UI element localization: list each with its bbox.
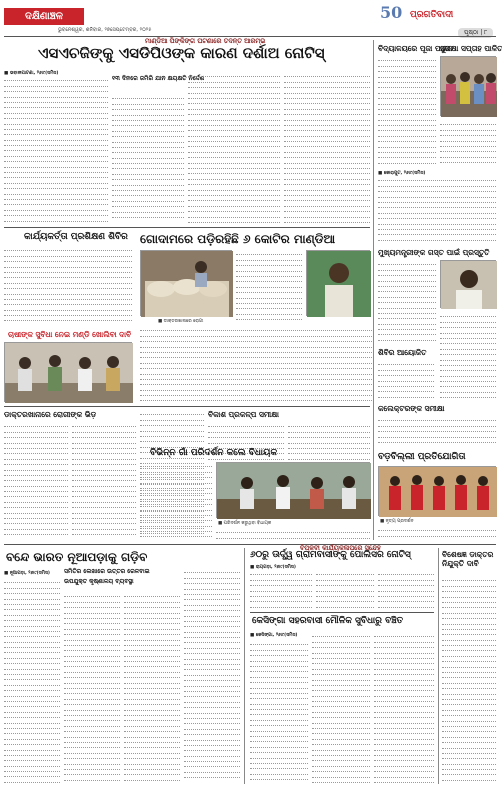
news-photo xyxy=(440,56,496,116)
byline: ■ କୋରାପୁଟ, ୨୬ା୯(ସମିସ) xyxy=(378,171,426,176)
text-column xyxy=(378,260,436,344)
headline: ୬୦ରୁ ଊର୍ଦ୍ଧ୍ୱ ଗ୍ରାମବାସୀଙ୍କୁ ପୋଲିସର ନୋଟିସ୍ xyxy=(250,550,411,560)
headline: ବନ୍ଦେ ଭାରତ ନୂଆପଡ଼ାକୁ ଗଡ଼ିବ xyxy=(6,550,148,564)
text-column xyxy=(378,570,434,608)
headline: ଡାକ୍ତରଖାନାରେ ରୋଗୀଙ୍କ ଭିଡ଼ xyxy=(4,410,97,419)
headline: ବିକାଶ ପ୍ରକଳ୍ପ ସମୀକ୍ଷା xyxy=(208,410,279,419)
text-column xyxy=(236,250,302,324)
kicker: ବିପ୍ଳବୀ କାର୍ଯ୍ୟକଳାପରେ ସନ୍ଦେହ xyxy=(300,544,381,552)
text-column xyxy=(250,570,312,608)
text-column xyxy=(216,528,370,540)
text-column xyxy=(378,56,436,168)
photo-caption: ■ ପରିଦର୍ଶନ କରୁଥିବା ବିଧାୟକ xyxy=(218,521,272,526)
text-column xyxy=(378,526,496,540)
headline: କେସିଙ୍ଗା ସହରବାସୀ ମୌଳିକ ସୁବିଧାରୁ ବଞ୍ଚିତ xyxy=(252,616,404,626)
byline: ■ ନୂଆପଡ଼ା, ୨୬ା୯(ସମିସ) xyxy=(4,571,50,576)
text-column xyxy=(188,72,280,224)
text-column xyxy=(312,632,370,784)
text-column xyxy=(378,360,434,400)
warehouse-photo-icon xyxy=(141,251,233,317)
headline: ଚାଷୀଙ୍କ ସୁବିଧା ନେଇ ମଣ୍ଡି ଖୋଲିବା ଦାବି xyxy=(8,330,132,339)
text-column xyxy=(316,570,374,608)
section-rule xyxy=(4,544,496,545)
dateline: ଭୁବନେଶ୍ୱର, ଶନିବାର, ୨୭ସେପ୍ଟେମ୍ବର, ୨୦୨୫ xyxy=(58,27,152,33)
byline: ■ ରାୟଗଡ଼ା, ୨୬ା୯(ସମିସ) xyxy=(250,565,296,570)
text-column xyxy=(64,592,120,784)
text-column xyxy=(378,416,496,446)
news-photo xyxy=(378,466,496,516)
people-photo-icon xyxy=(441,57,497,117)
section-rule xyxy=(250,612,434,613)
masthead xyxy=(0,0,500,38)
news-photo xyxy=(440,260,496,308)
headline: ସୁରକ୍ଷା ସପ୍ତାହ ପାଳିତ xyxy=(440,44,502,53)
headline: କଲେକ୍ଟରଙ୍କ ସମୀକ୍ଷା xyxy=(378,404,445,413)
sub-head: ସମିତିର ଲେଖାରେ ଉତ୍ତର ରେଳବାଇ xyxy=(64,568,150,575)
text-column xyxy=(124,592,180,784)
text-column xyxy=(442,576,496,784)
portrait-photo-icon xyxy=(441,261,497,309)
text-column xyxy=(440,120,496,168)
column-divider xyxy=(373,40,374,540)
field-visit-photo-icon xyxy=(217,463,371,519)
sub-head: ଉପଯୁକ୍ତ କୃଷ୍ଣାଳୟ ବ୍ୟବସ୍ଥା xyxy=(64,578,134,585)
headline: ବଡ଼ବିଲ୍ଲୀ ପ୍ରତିଯୋଗିତା xyxy=(378,452,466,462)
text-column xyxy=(378,176,496,242)
text-column xyxy=(440,312,496,400)
headline: ଗୋଦାମରେ ପଡ଼ିରହିଛି ୬ କୋଟିର ମାଣ୍ଡିଆ xyxy=(140,232,336,246)
text-column xyxy=(140,462,212,538)
headline: ବିଦ୍ୟାଳୟରେ ପୂଜା ପାଳନ xyxy=(378,44,453,53)
lead-headline: ଏସଏଚଜିଙ୍କୁ ଏସଡିପିଓଙ୍କ କାରଣ ଦର୍ଶାଅ ନୋଟିସ୍ xyxy=(38,44,325,62)
text-column xyxy=(4,578,60,784)
column-divider xyxy=(438,548,439,784)
anniversary-logo: 50 xyxy=(380,3,403,22)
news-photo xyxy=(140,250,232,316)
newspaper-brand: ପ୍ରଗତିବାଦୀ xyxy=(410,10,454,20)
lead-kicker: ମାଣ୍ଡିଆ ପିଙ୍କିଙ୍ଗ ଘଟଣାରେ ତଦନ୍ତ ଆରମ୍ଭ xyxy=(145,37,266,45)
text-column xyxy=(284,72,370,224)
news-photo xyxy=(4,342,132,402)
sub-head: ୧୩ ଦିନରେ ଜମିରି ଯାନ କ୍ଷୟକ୍ଷତି ନିର୍ଦ୍ଦେଶ xyxy=(112,75,205,82)
news-photo xyxy=(306,250,370,316)
column-divider xyxy=(244,548,245,784)
headline: ବିଭିନ୍ନ ଗାଁ ପରିଦର୍ଶନ କଲେ ବିଧାୟକ xyxy=(150,448,278,458)
headline: ବିଶେଷଜ୍ଞ ଡାକ୍ତର ନିଯୁକ୍ତି ଦାବି xyxy=(442,550,494,568)
headline: ମୁଖ୍ୟମନ୍ତ୍ରୀଙ୍କ ଗସ୍ତ ପାଇଁ ପ୍ରସ୍ତୁତି xyxy=(378,248,490,257)
section-label: ଦକ୍ଷିଣାଞ୍ଚଳ xyxy=(4,8,84,25)
headline: ଶିବିର ଆୟୋଜିତ xyxy=(378,348,427,357)
section-rule xyxy=(4,406,370,407)
page-number: ପୃଷ୍ଠା | ୮ xyxy=(458,28,493,38)
portrait-photo-icon xyxy=(307,251,371,317)
photo-caption: ■ ଡାକ୍ତରଖାନାରେ ରୋଗୀ xyxy=(158,319,204,324)
text-column xyxy=(250,640,308,784)
byline: ■ ଭବାନୀପାଟଣା, ୨୬ା୯(ସମିସ) xyxy=(4,71,59,76)
section-rule xyxy=(4,227,370,228)
text-column xyxy=(112,94,184,224)
headline: କାର୍ଯ୍ୟକର୍ତ୍ତା ପ୍ରଶିକ୍ଷଣ ଶିବିର xyxy=(24,232,128,242)
dance-photo-icon xyxy=(379,467,497,517)
text-column xyxy=(4,76,108,224)
text-column xyxy=(4,422,68,538)
text-column xyxy=(72,422,136,538)
text-column xyxy=(184,568,240,784)
byline: ■ କେସିଙ୍ଗା, ୨୬ା୯(ସମିସ) xyxy=(250,633,298,638)
news-photo xyxy=(216,462,370,518)
photo-caption: ■ ନୃତ୍ୟ ପ୍ରଦର୍ଶନ xyxy=(380,519,414,524)
meeting-photo-icon xyxy=(5,343,133,403)
text-column xyxy=(374,632,434,784)
text-column xyxy=(4,246,132,326)
text-column xyxy=(140,326,372,402)
